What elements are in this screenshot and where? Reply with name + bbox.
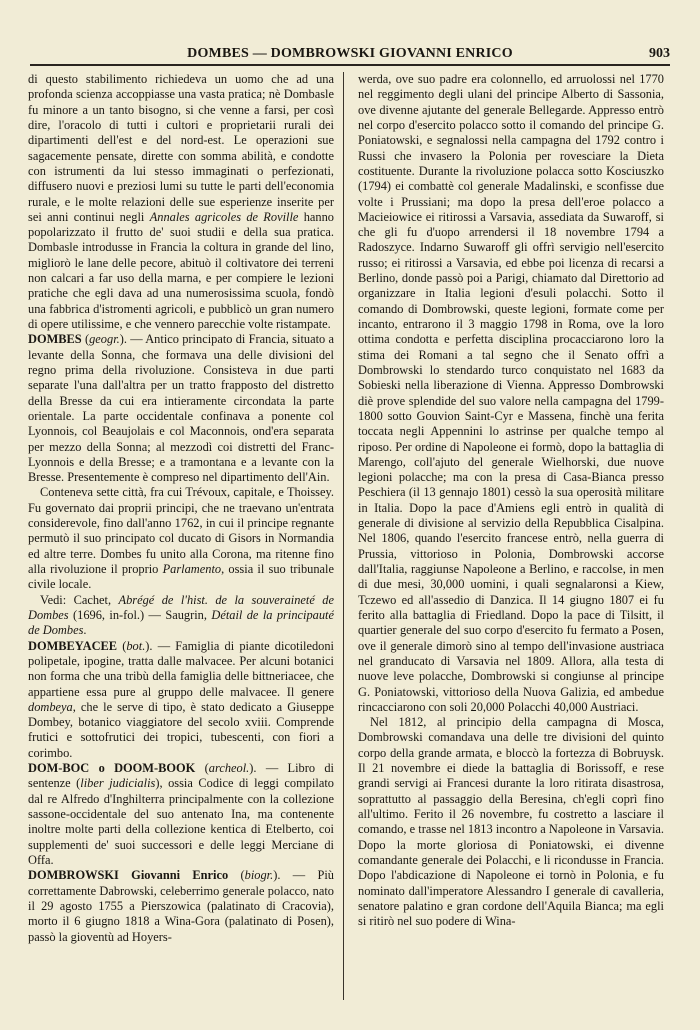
dombrowski-paragraph-2: Nel 1812, al principio della campagna di Mosca, Dombrowski comandava una delle tre divisioni del quinto corpo della grande armata, e bloccò la fortezza di Bobruysk. Il 21 novembre ei diede la battaglia di Borissoff, e rese grandi servigi ai Francesi durante la loro ritirata disastrosa, soprattutto al passaggio della Beresina, ch'egli coprì fino all'ultimo. Ferito il 26 novembre, fu costretto a lasciare il comando, e trasse nel 1813 incontro a Napoleone in Varsavia. Dopo la morte gloriosa di Poniatowski, ei divenne comandante generale dei Polacchi, e li ricondusse in Francia. Dopo l'abdicazione di Napoleone ei tornò in Polonia, e fu nominato dall'imperatore Alessandro I generale di cavalleria, senatore palatino e gran cordone dell'Aquila Bianca; ma egli si ritirò nel suo podere di Wina-: [358, 715, 664, 929]
dombes-references: Vedi: Cachet, Abrégé de l'hist. de la souveraineté de Dombes (1696, in-fol.) — Saugrin, Détail de la principauté de Dombes.: [28, 592, 334, 638]
running-head: [30, 46, 670, 66]
headword-dom-boc: DOM-BOC o DOOM-BOOK: [28, 761, 196, 776]
headword-dombeyacee: DOMBEYACEE: [28, 638, 118, 653]
dombrowski-continuation: werda, ove suo padre era colonnello, ed arruolossi nel 1770 nel reggimento degli ulani del principe Alberto di Sassonia, ove divenne ajutante del generale Bellegarde. Appresso entrò nel corpo d'esercito polacco sotto il comando del principe G. Poniatowski, e segnalossi nella campagna del 1792 contro i Russi che invasero la Polonia per rovesciare la Dieta costituente. Durante la rivoluzione polacca sotto Kosciuszko (1794) ei combattè col generale Madalinski, e sconfisse due volte i Prussiani; ma dopo la presa dell'eroe polacco a Macieiowice ei ritirossi a Varsavia, assediata da Suwaroff, si che gli fu d'uopo arrendersi il 18 novembre 1794 a Radoszyce. Indarno Suwaroff gli offrì servigio nell'esercito russo; ei ritirossi a Varsavia, ed ebbe poi licenza di recarsi a Berlino, donde passò poi a Parigi, chiamato dal Direttorio ad organizzare in Italia legioni d'esuli polacchi. Sotto il comando di Dombrowski, queste legioni, formate come per incanto, entrarono il 3 maggio 1798 in Roma, ove la loro ottima condotta e perfetta disciplina procacciarono loro la stima dei Romani a tal segno che il Senato offrì a Dombrowski lo stendardo turco conquistato nel 1683 da Sobieski nella liberazione di Vienna. Appresso Dombrowski diè prove splendide del suo valore nella campagna del 1799-1800 sotto Gouvion Saint-Cyr e Massena, finchè una ferita toccata negli Appennini lo astrinse per qualche tempo al riposo. Per ordine di Napoleone ei formò, dopo la battaglia di Marengo, coll'ajuto del generale Wielhorski, due nuove legioni polacche; ma con la presa di Casa-Bianca presso Peschiera (il 13 gennajo 1801) cessò la sua operosità militare in Italia. Dopo la pace d'Amiens egli entrò in qualità di generale di divisione al servizio della Repubblica Cisalpina. Nel 1806, quando l'esercito francese entrò, nella guerra di Prussia, vittorioso in Polonia, Dombrowski accorse dall'Italia, raggiunse Napoleone a Berlino, e raccolse, in men di due mesi, 30,000 uomini, i quali segnalaronsi a Kiew, Tczewo ed all'assedio di Danzica. Il 14 giugno 1807 ei fu ferito alla battaglia di Friedland. Dopo la pace di Tilsitt, il quartier generale del suo corpo d'esercito fu fermato a Posen, ove il generale dimorò sino al tempo dell'invasione austriaca nel granducato di Varsavia nel 1809. Allora, alla testa di nuove leve polacche, Dombrowski si congiunse al principe G. Poniatowski, vittorioso della Nuova Galizia, ed ambedue rincacciarono con soli 20,000 Polacchi 40,000 Austriaci.: [358, 72, 664, 714]
dombasle-entry-continuation: di questo stabilimento richiedeva un uomo che ad una profonda scienza accoppiasse una vasta pratica; nè Dombasle fu minore a un tanto bisogno, si che venne a farsi, per così dire, l'oracolo di tutti i cultori e proprietarii rurali dei dipartimenti dell'est e del nord-est. Le operazioni sue sagacemente pensate, dirette con somma abilità, e condotte con istrumenti da lui stesso immaginati o perfezionati, diffusero nuovi e preziosi lumi su tutte le parti dell'economia rurale, e le molte relazioni delle sue esperienze inserite per sei anni continui negli Annales agricoles de Roville hanno popolarizzato il frutto de' suoi studii e della sua pratica. Dombasle introdusse in Francia la coltura in grande del lino, migliorò le lane delle pecore, abituò il coltivatore dei terreni non calcari a far uso della marna, e per compiere le lezioni pratiche che egli dava ad una numerosissima scuola, fondò una fabbrica d'istromenti agricoli, e pubblicò un gran numero di opere utilissime, e che vennero parecchie volte ristampate.: [28, 72, 334, 331]
subject-tag: bot.: [126, 638, 146, 653]
dombrowski-entry: DOMBROWSKI Giovanni Enrico (biogr.). — Più correttamente Dabrowski, celeberrimo generale polacco, nato il 29 agosto 1755 a Pierszowica (palatinato di Cracovia), morto il 6 giugno 1818 a Wina-Gora (palatinato di Posen), passò la gioventù ad Hoyers-: [28, 868, 334, 944]
column-divider: [343, 72, 344, 1000]
dombes-entry: DOMBES (geogr.). — Antico principato di Francia, situato a levante della Sonna, che formava una delle divisioni del regno prima della rivoluzione. Consisteva in due parti separate l'una dall'altra per un tratto frapposto del distretto della Bresse da cui era intieramente circondata la parte orientale. La parte occidentale confinava a ponente col Lyonnois, col Beaujolais e col Maconnois, ond'era separata per mezzo della Sonna; al mezzodì coi distretti del Franc-Lyonnois e della Bresse; e a tramontana e a levante con la Bresse. Presentemente è compreso nel dipartimento dell'Ain.: [28, 332, 334, 485]
dombeyacee-entry: DOMBEYACEE (bot.). — Famiglia di piante dicotiledoni polipetale, ipogine, tratta dalle malvacee. Per alcuni botanici non forma che una tribù della famiglia delle bittneriacee, che appartiene essa pure al gruppo delle malvacee. Il genere dombeya, che le serve di tipo, è stato dedicato a Giuseppe Dombey, botanico viaggiatore del secolo xviii. Comprende frutici e sottofrutici dei tropici, tubescenti, con fiori a corimbo.: [28, 638, 334, 760]
dom-boc-entry: DOM-BOC o DOOM-BOOK (archeol.). — Libro di sentenze (liber judicialis), ossia Codice di leggi compilato dal re Alfredo d'Inghilterra principalmente con la collezione sassone-occidentale del suo antenato Ina, ma contenente inoltre molte parti della collezione kentica di Etelberto, coi supplementi de' suoi successori e delle leggi Merciane di Offa.: [28, 761, 334, 867]
subject-tag: archeol.: [208, 761, 250, 776]
dombes-paragraph-2: Conteneva sette città, fra cui Trévoux, capitale, e Thoissey. Fu governato dai proprii principi, che ne traevano un'entrata considerevole, fino dall'anno 1762, in cui il principe regnante permutò il suo principato col ducato di Gisors in Normandia ed altre terre. Dombes fu unito alla Corona, ma ritenne fino alla rivoluzione il proprio Parlamento, ossia il suo tribunale civile locale.: [28, 485, 334, 592]
subject-tag: geogr.: [89, 332, 120, 347]
right-column: [358, 72, 664, 1000]
headword-dombrowski: DOMBROWSKI Giovanni Enrico: [28, 868, 229, 883]
left-column: [28, 72, 334, 1000]
page-number: 903: [649, 46, 670, 61]
headword-dombes: DOMBES: [28, 332, 82, 347]
annales-title: Annales agricoles de Roville: [149, 209, 299, 224]
running-title: DOMBES — DOMBROWSKI GIOVANNI ENRICO: [187, 46, 513, 61]
subject-tag: biogr.: [244, 868, 274, 883]
